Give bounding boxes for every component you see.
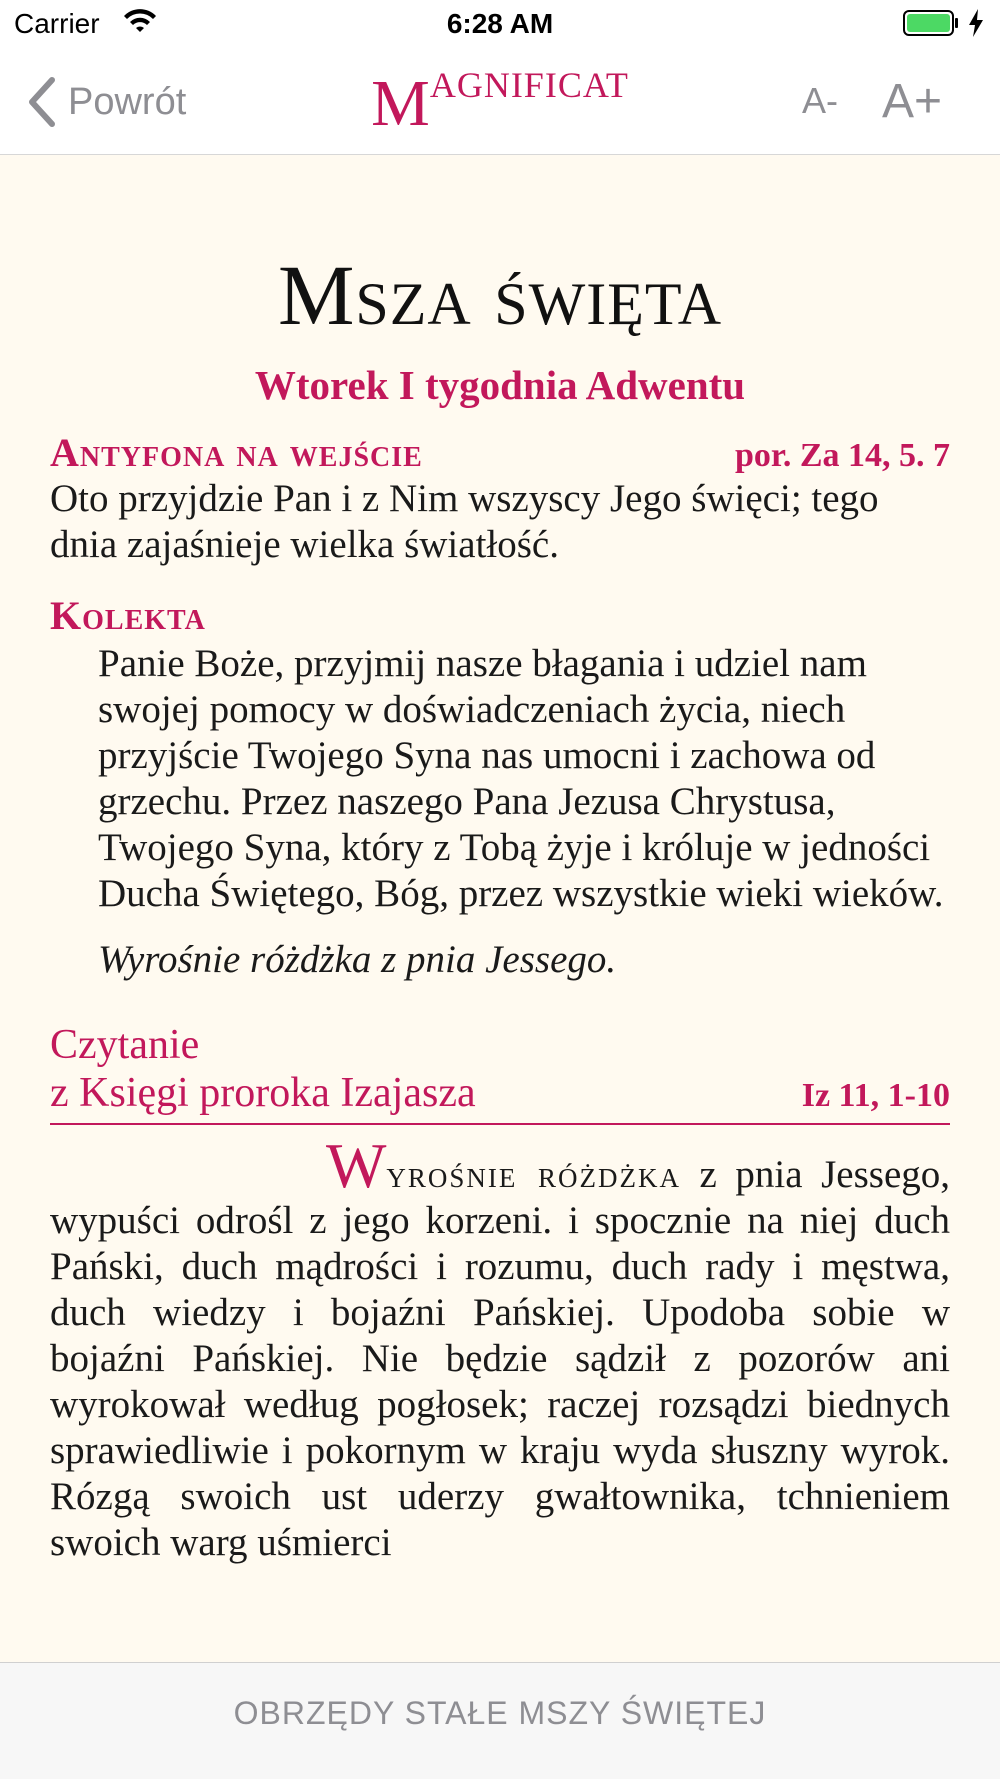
magnificat-logo bbox=[0, 64, 1000, 140]
collect-heading bbox=[50, 592, 950, 639]
logo-initial: M bbox=[371, 67, 430, 140]
fixed-rites-button[interactable]: OBRZĘDY STAŁE MSZY ŚWIĘTEJ bbox=[233, 1695, 767, 1731]
liturgy-content[interactable] bbox=[0, 155, 1000, 1661]
reading-body: z pnia Jessego, wypuści odrośl z jego korzeni. i spocznie na niej duch Pański, duch mądrości i rozumu, duch rady i męstwa, duch wiedzy i bojaźni Pańskiej. Upodoba sobie w bojaźni Pańskiej. Nie będzie sądził z pozorów ani wyrokował według pogłosek; raczej rozsądzi biednych sprawiedliwie i pokornym w kraju wyda słuszny wyrok. Rózgą swoich ust uderzy gwałtownika, tchnieniem swoich warg uśmierci bbox=[50, 1153, 951, 1564]
page-title: Msza święta bbox=[277, 247, 723, 343]
charging-bolt-icon bbox=[966, 8, 986, 38]
nav-bar bbox=[0, 50, 1000, 155]
status-time: 6:28 AM bbox=[446, 8, 554, 39]
antiphon-reference: por. Za 14, 5. 7 bbox=[734, 437, 950, 474]
day-title: Wtorek I tygodnia Adwentu bbox=[254, 362, 746, 408]
bottom-bar bbox=[0, 1662, 1000, 1779]
reading-text bbox=[50, 1130, 951, 1566]
back-button-label: Powrót bbox=[68, 80, 187, 123]
status-bar bbox=[0, 0, 1000, 50]
collect-text: Panie Boże, przyjmij nasze błagania i udziel nam swojej pomocy w doświadczeniach życia, niech przyjście Twojego Syna nas umocni i zachowa od grzechu. Przez naszego Pana Jezusa Chrystusa, Twojego Syna, który z Tobą żyje i króluje w jedności Ducha Świętego, Bóg, przez wszystkie wieki wieków. bbox=[98, 642, 944, 915]
font-increase-button[interactable]: A+ bbox=[882, 75, 943, 128]
collect-heading-label: Kolekta bbox=[50, 593, 206, 638]
reading-heading-line1: Czytanie bbox=[50, 1022, 200, 1068]
antiphon-heading bbox=[50, 429, 950, 476]
antiphon-text: Oto przyjdzie Pan i z Nim wszyscy Jego święci; tego dnia zajaśnieje wielka światłość. bbox=[50, 477, 879, 566]
antiphon-heading-label: Antyfona na wejście bbox=[50, 430, 423, 475]
collect-response: Wyrośnie różdżka z pnia Jessego. bbox=[98, 938, 617, 981]
logo-rest: AGNIFICAT bbox=[429, 65, 629, 105]
carrier-label: Carrier bbox=[14, 8, 100, 39]
reading-reference: Iz 11, 1-10 bbox=[801, 1077, 950, 1114]
reading-opening: yrośnie różdżka bbox=[386, 1153, 681, 1196]
font-decrease-button[interactable]: A- bbox=[802, 80, 838, 121]
reading-divider bbox=[50, 1123, 950, 1125]
reading-dropcap: W bbox=[326, 1130, 387, 1201]
battery-icon bbox=[903, 10, 959, 36]
reading-heading bbox=[50, 1021, 950, 1117]
reading-heading-line2: z Księgi proroka Izajasza bbox=[50, 1070, 476, 1116]
